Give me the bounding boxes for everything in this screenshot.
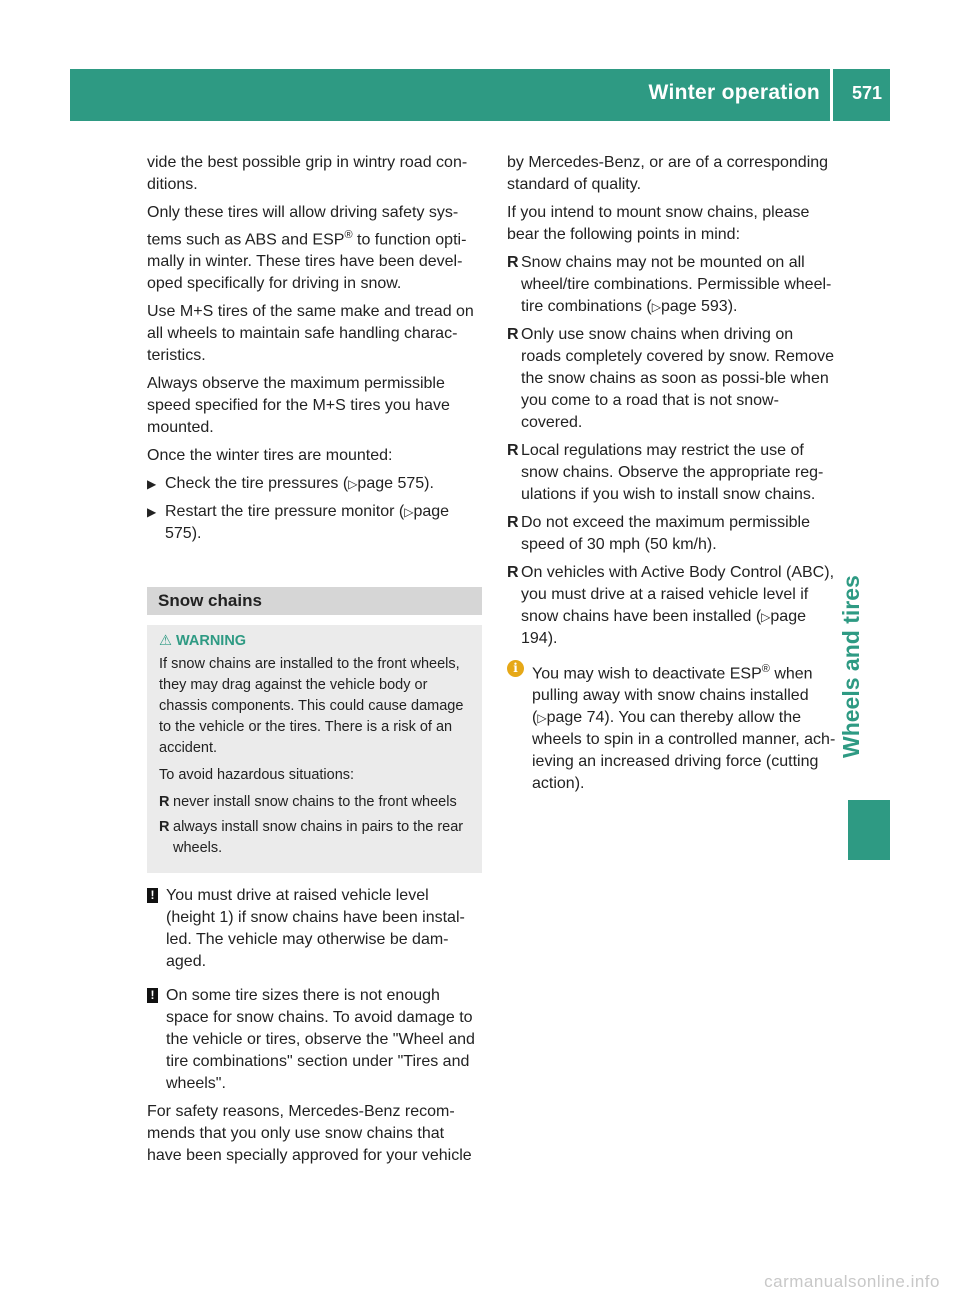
instruction-step: ▶ Restart the tire pressure monitor (▷page 575). [147, 503, 450, 543]
page-ref-link[interactable]: page 575 [357, 475, 425, 493]
list-item: R Only use snow chains when driving on roads completely covered by snow. Remove the snow chains as soon as possi-ble when you come to a road that is not snow-covered. [507, 326, 835, 431]
side-tab-label: Wheels and tires [838, 575, 864, 758]
list-item: R never install snow chains to the front wheels [159, 794, 457, 811]
exclamation-icon: ! [147, 888, 158, 903]
list-item: R always install snow chains in pairs to the rear wheels. [159, 819, 464, 857]
paragraph: Use M+S tires of the same make and tread on all wheels to maintain safe handling charac-teristics. [147, 303, 474, 365]
side-tab-marker [848, 800, 890, 860]
page-number: 571 [851, 83, 882, 103]
page-ref-arrow-icon: ▷ [404, 505, 414, 520]
section-heading: Snow chains [147, 587, 482, 615]
left-column [147, 152, 482, 1173]
paragraph: If you intend to mount snow chains, please bear the following points in mind: [507, 204, 810, 243]
warning-box [147, 625, 482, 873]
paragraph: Only these tires will allow driving safety sys-tems such as ABS and ESP® to function opti-mally in winter. These tires have been devel-oped specifically for driving in snow. [147, 204, 467, 293]
warning-text: To avoid hazardous situations: [159, 767, 355, 784]
page-ref-link[interactable]: page 593 [660, 298, 728, 315]
page-ref-arrow-icon: ▷ [537, 711, 547, 726]
section-title-header: Winter operation [648, 81, 820, 104]
watermark: carmanualsonline.info [764, 1272, 940, 1291]
page-ref-link[interactable]: page 575 [165, 503, 450, 543]
paragraph: vide the best possible grip in wintry road con-ditions. [147, 154, 468, 193]
page-ref-arrow-icon: ▷ [761, 610, 771, 624]
warning-heading: ⚠ WARNING [159, 631, 470, 652]
list-item: R Local regulations may restrict the use of snow chains. Observe the appropriate reg-ulations if you wish to install snow chains. [507, 442, 824, 503]
instruction-step: ▶ Check the tire pressures (▷page 575). [147, 473, 482, 495]
list-item: R On vehicles with Active Body Control (ABC), you must drive at a raised vehicle level if snow chains have been installed (▷page 194). [507, 564, 835, 647]
warning-text: If snow chains are installed to the front wheels, they may drag against the vehicle body or chassis components. This could cause damage to the vehicle or the tires. There is a risk of an accident. [159, 656, 464, 757]
exclamation-icon: ! [147, 988, 158, 1003]
header-divider [830, 69, 833, 121]
paragraph: For safety reasons, Mercedes-Benz recom-mends that you only use snow chains that have been specially approved for your vehicle [147, 1103, 472, 1165]
page-ref-link[interactable]: page 74 [546, 709, 605, 727]
list-item: R Snow chains may not be mounted on all wheel/tire combinations. Permissible wheel-tire combinations (▷page 593). [507, 254, 832, 315]
warning-triangle-icon: ⚠ [159, 633, 172, 650]
info-note: i You may wish to deactivate ESP® when pulling away with snow chains installed (▷page 74). You can thereby allow the wheels to spin in a controlled manner, ach-ieving an increased driving force (cutting action). [507, 658, 837, 795]
page-ref-arrow-icon: ▷ [651, 300, 661, 314]
page-ref-arrow-icon: ▷ [348, 477, 358, 492]
play-arrow-icon: ▶ [147, 505, 157, 520]
right-column [507, 152, 837, 795]
header-bar [70, 69, 890, 121]
list-item: R Do not exceed the maximum permissible speed of 30 mph (50 km/h). [507, 514, 811, 553]
notice: ! On some tire sizes there is not enough space for snow chains. To avoid damage to the vehicle or tires, observe the "Wheel and tire combinations" section under "Tires and wheels". [147, 985, 482, 1095]
notice: ! You must drive at raised vehicle level (height 1) if snow chains have been instal-led. The vehicle may otherwise be dam-aged. [147, 885, 482, 973]
paragraph: Always observe the maximum permissible speed specified for the M+S tires you have mounted. [147, 375, 450, 437]
page-ref-link[interactable]: page 194 [521, 608, 806, 647]
paragraph: by Mercedes-Benz, or are of a corresponding standard of quality. [507, 154, 829, 193]
play-arrow-icon: ▶ [147, 477, 157, 492]
info-icon: i [507, 660, 524, 677]
paragraph: Once the winter tires are mounted: [147, 447, 393, 465]
